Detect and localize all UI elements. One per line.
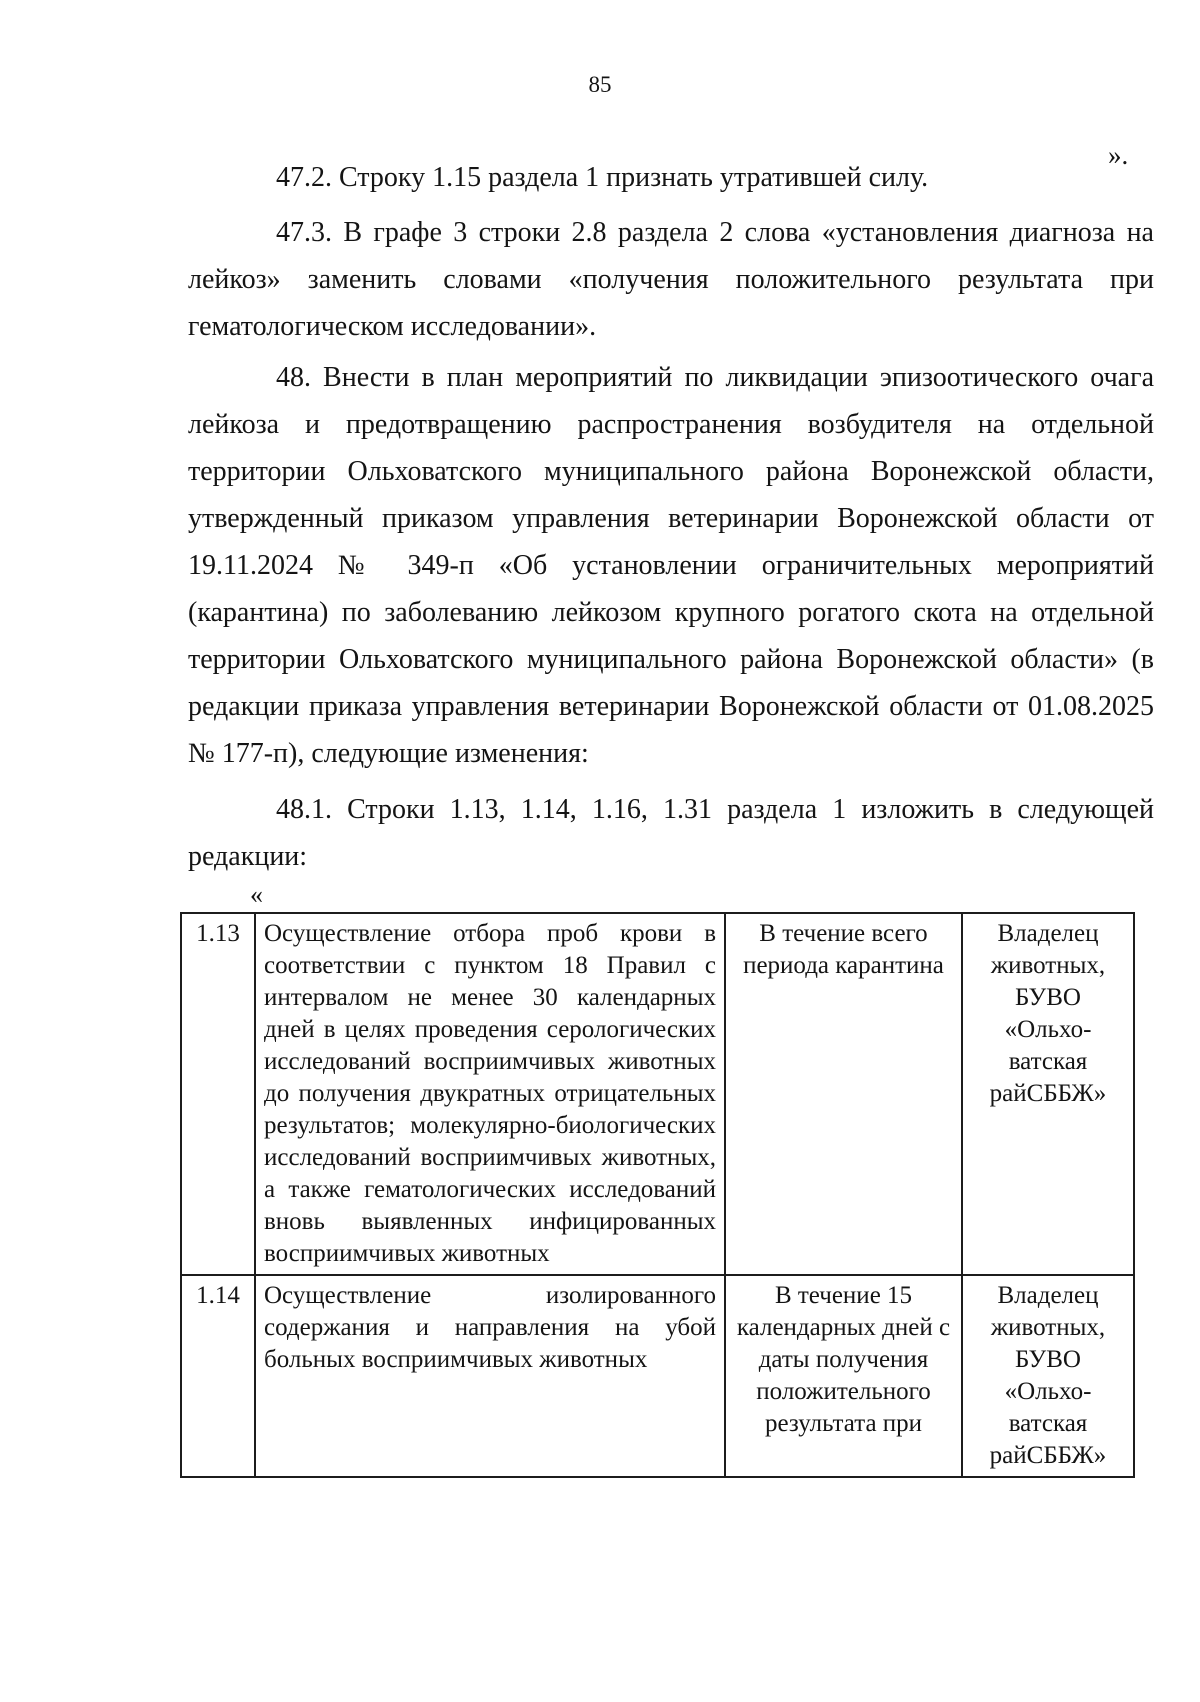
term-cell: В течение всего периода карантина [725,913,962,1275]
table-row [181,1275,1134,1477]
row-number-cell: 1.14 [181,1275,255,1477]
row-number-cell: 1.13 [181,913,255,1275]
page-number: 85 [588,72,612,97]
closing-quote-mark: ». [1108,140,1129,170]
opening-quote-mark: « [250,880,263,909]
action-cell: Осуществление отбора проб крови в соответствии с пунктом 18 Правил с интервалом не менее 30 календарных дней в целях проведения серологических исследований восприимчивых животных до получения двукратных отрицательных результатов; молекулярно-биологических исследований восприимчивых животных, а также гематологических исследований вновь выявленных инфицированных восприимчивых животных [255,913,725,1275]
table-row [181,913,1134,1275]
action-cell: Осуществление изолированного содержания и направления на убой больных восприимчивых животных [255,1275,725,1477]
paragraph-48-1: 48.1. Строки 1.13, 1.14, 1.16, 1.31 раздела 1 изложить в следующей редакции: [188,794,1154,872]
paragraph-47-3: 47.3. В графе 3 строки 2.8 раздела 2 слова «установления диагноза на лейкоз» заменить словами «получения положительного результата при гематологическом исследовании». [188,217,1154,342]
responsible-cell: Владелец животных, БУВО «Ольхо-ватская райСББЖ» [962,913,1134,1275]
amendment-table [180,912,1135,1478]
paragraph-48: 48. Внести в план мероприятий по ликвидации эпизоотического очага лейкоза и предотвращению распространения возбудителя на отдельной территории Ольховатского муниципального района Воронежской области, утвержденный приказом управления ветеринарии Воронежской области от 19.11.2024 № 349-п «Об установлении ограничительных мероприятий (карантина) по заболеванию лейкозом крупного рогатого скота на отдельной территории Ольховатского муниципального района Воронежской области» (в редакции приказа управления ветеринарии Воронежской области от 01.08.2025 № 177-п), следующие изменения: [188,362,1154,769]
paragraph-47-2: 47.2. Строку 1.15 раздела 1 признать утратившей силу. [276,162,929,193]
term-cell: В течение 15 календарных дней с даты получения положительного результата при [725,1275,962,1477]
responsible-cell: Владелец животных, БУВО «Ольхо-ватская райСББЖ» [962,1275,1134,1477]
